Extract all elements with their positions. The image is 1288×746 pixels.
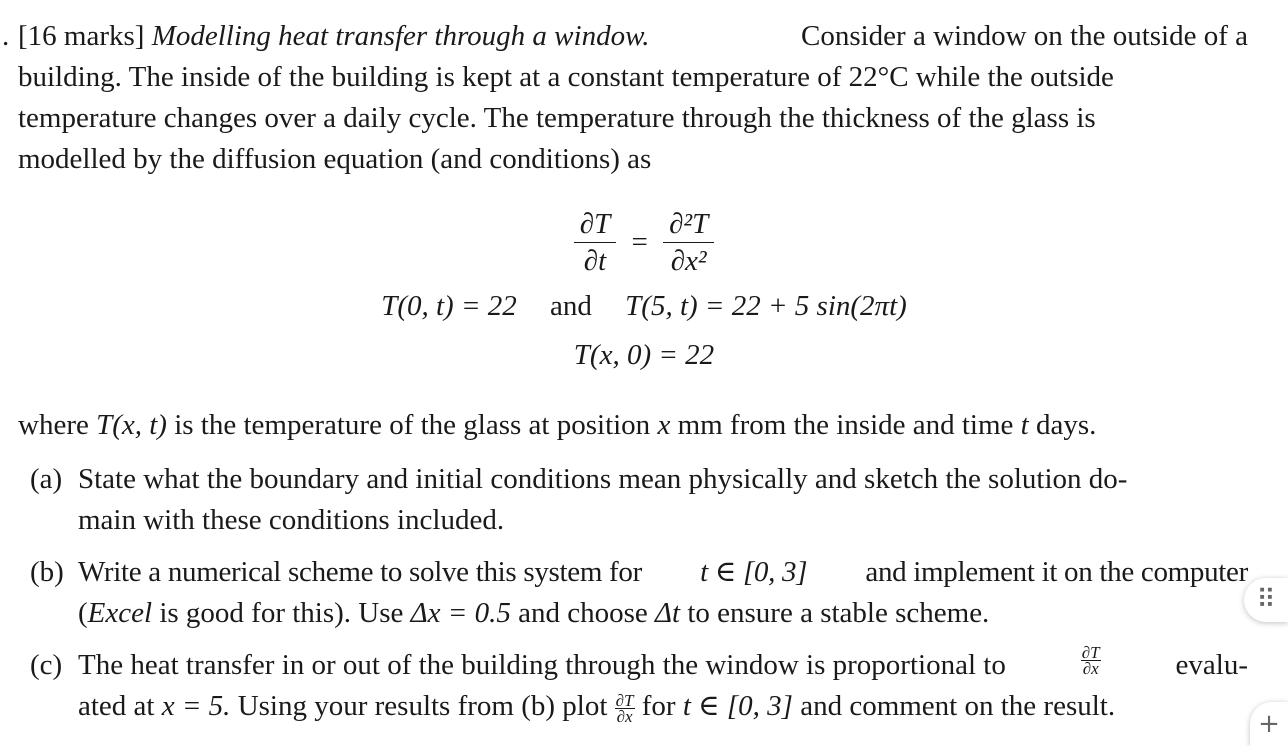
where-var-x: x xyxy=(657,409,671,441)
part-c-frac2-num: ∂T xyxy=(615,690,634,710)
part-c-line2-post: and comment on the result. xyxy=(800,690,1116,722)
question-intro xyxy=(18,16,1248,180)
part-b-line-1 xyxy=(78,552,1248,593)
pde-rhs-den: ∂x² xyxy=(670,245,707,277)
where-var-t: t xyxy=(1020,409,1029,441)
part-c-derivative-2 xyxy=(615,690,635,726)
part-a-line-2: main with these conditions included. xyxy=(78,504,505,536)
question-marks: [16 marks] xyxy=(18,20,145,52)
pde-rhs-num: ∂²T xyxy=(663,206,714,243)
part-c-x5: x = 5. xyxy=(161,690,231,722)
question-title: Modelling heat transfer through a window. xyxy=(151,20,650,52)
pde-equals: = xyxy=(631,226,648,258)
part-c-line-1 xyxy=(78,645,1248,686)
pde-lhs-fraction xyxy=(574,206,616,279)
diffusion-equation xyxy=(0,206,1288,279)
part-c-frac-num: ∂T xyxy=(1081,643,1100,662)
where-prefix: where xyxy=(18,409,89,441)
drag-handle-button[interactable] xyxy=(1244,578,1288,622)
add-button[interactable] xyxy=(1250,702,1288,746)
intro-line-4: modelled by the diffusion equation (and conditions) as xyxy=(18,143,652,175)
part-a-line-1: State what the boundary and initial conditions mean physically and sketch the solution do- xyxy=(78,463,1128,495)
intro-line-2: building. The inside of the building is kept at a constant temperature of 22°C while the outside xyxy=(18,61,1114,93)
part-c-label: (c) xyxy=(30,649,63,681)
part-c-line2-mid: Using your results from (b) plot xyxy=(237,690,608,722)
initial-condition xyxy=(0,335,1288,375)
grid-icon: ⠿ xyxy=(1256,585,1276,615)
part-c-frac2-den: ∂x xyxy=(616,706,633,726)
bc-left: T(0, t) = 22 xyxy=(381,290,517,322)
part-b xyxy=(30,552,1248,634)
boundary-conditions xyxy=(0,286,1288,326)
where-suffix: days. xyxy=(1035,409,1097,441)
part-b-label: (b) xyxy=(30,556,64,588)
part-a xyxy=(30,459,1248,541)
part-c-line2-mid2: for xyxy=(641,690,676,722)
pde-rhs-fraction xyxy=(663,206,714,279)
part-c-frac-den: ∂x xyxy=(1082,659,1099,678)
question-number-dot: . xyxy=(2,20,10,52)
part-b-excel: Excel xyxy=(87,597,153,629)
part-b-line1-pre: Write a numerical scheme to solve this system for xyxy=(78,556,642,588)
part-a-label: (a) xyxy=(30,463,63,495)
part-c-trange: t ∈ [0, 3] xyxy=(682,690,793,722)
intro-line-3: temperature changes over a daily cycle. The temperature through the thickness of the glass is xyxy=(18,102,1096,134)
bc-right: T(5, t) = 22 + 5 sin(2πt) xyxy=(625,290,907,322)
part-c-body xyxy=(78,645,1248,727)
bc-and: and xyxy=(550,290,592,322)
part-c xyxy=(30,645,1248,735)
where-line xyxy=(18,405,1248,446)
part-c-derivative xyxy=(1081,645,1101,686)
part-b-line2-mid: is good for this). Use xyxy=(159,597,404,629)
part-b-line2-mid2: and choose xyxy=(518,597,648,629)
where-middle: is the temperature of the glass at position xyxy=(174,409,651,441)
part-b-dt: Δt xyxy=(655,597,681,629)
intro-line-1-rest: Consider a window on the outside of a xyxy=(800,20,1248,52)
part-c-line1-pre: The heat transfer in or out of the building through the window is proportional to xyxy=(78,649,1006,681)
part-b-line2-post: to ensure a stable scheme. xyxy=(687,597,990,629)
pde-lhs-num: ∂T xyxy=(574,206,616,243)
part-b-dx: Δx = 0.5 xyxy=(410,597,511,629)
part-c-line-2 xyxy=(78,686,1248,727)
where-middle2: mm from the inside and time xyxy=(677,409,1014,441)
part-b-line1-math: t ∈ [0, 3] xyxy=(700,556,808,588)
part-b-body xyxy=(78,552,1248,634)
plus-icon: + xyxy=(1258,709,1280,739)
where-func: T(x, t) xyxy=(96,409,167,441)
part-c-line2-pre: ated at xyxy=(78,690,155,722)
part-a-body xyxy=(78,459,1248,541)
where-line-text xyxy=(18,405,1248,446)
ic: T(x, 0) = 22 xyxy=(573,339,715,371)
part-b-paren: ( xyxy=(78,597,88,629)
part-b-line-2 xyxy=(78,593,1248,634)
pde-lhs-den: ∂t xyxy=(583,245,607,277)
part-b-line1-post: and implement it on the computer xyxy=(865,556,1248,588)
intro-line-1 xyxy=(18,16,1248,57)
part-c-line1-post: evalu- xyxy=(1175,649,1248,681)
